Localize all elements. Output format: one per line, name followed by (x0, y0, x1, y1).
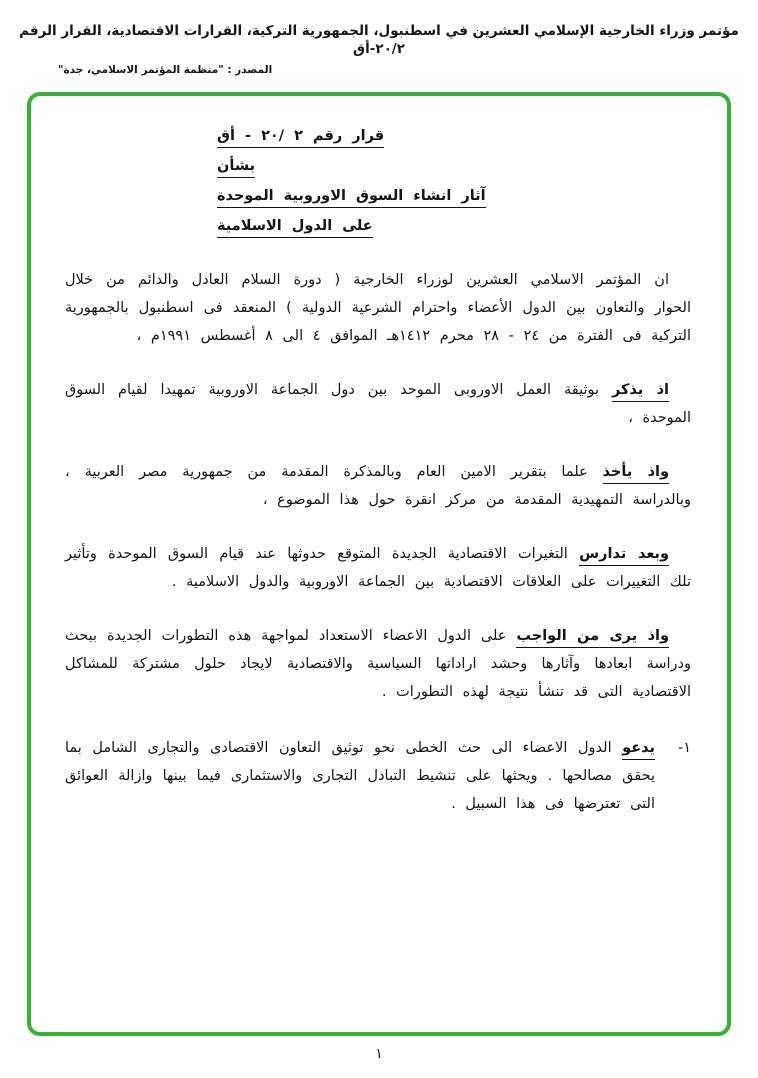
operative-item-1-lead: يدعو (622, 740, 655, 760)
paragraph-recalling (65, 376, 691, 432)
paragraph-considering-lead: واذ يرى من الواجب (516, 628, 669, 648)
title-subject-text: آثار انشاء السوق الاوروبية الموحدة (217, 188, 486, 208)
title-concerning (217, 152, 691, 180)
paragraph-considering-text: على الدول الاعضاء الاستعداد لمواجهة هذه التطورات الجديدة ببحث ودراسة ابعادها وآثارها وحشد اراداتها السياسية والاقتصادية لايجاد حلول مشتركة للمشاكل الاقتصادية التى قد تنشأ نتيجة لهذه التطورات . (65, 628, 691, 700)
page-number: ١ (375, 1046, 383, 1062)
paragraph-having-studied-text: التغيرات الاقتصادية الجديدة المتوقع حدوثها عند قيام السوق الموحدة وتأثير تلك التغييرات على العلاقات الاقتصادية بين الجماعة الاوروبية والدول الاسلامية . (65, 546, 691, 590)
operative-item-1-text: الدول الاعضاء الى حث الخطى نحو توثيق التعاون الاقتصادى والتجارى الشامل بما يحقق مصالحها . ويحثها على تنشيط التبادل التجارى والاستثمارى فيما بينها وازالة العوائق التى تعترضها فى هذا السبيل . (65, 740, 655, 812)
paragraph-having-studied-lead: وبعد تدارس (579, 546, 669, 566)
paragraph-recalling-text: بوثيقة العمل الاوروبى الموحد بين دول الجماعة الاوروبية تمهيدا لقيام السوق الموحدة ، (65, 382, 691, 426)
paragraph-preamble-text: ان المؤتمر الاسلامي العشرين لوزراء الخارجية ( دورة السلام العادل والدائم من خلال الحوار والتعاون بين الدول الأعضاء واحترام الشرعية الدولية ) المنعقد فى اسطنبول بالجمهورية التركية فى الفترة من ٢٤ - ٢٨ محرم ١٤١٢هـ الموافق ٤ الى ٨ أغسطس ١٩٩١م ، (65, 272, 691, 344)
title-concerning-text: بشأن (217, 158, 255, 178)
paragraph-considering (65, 622, 691, 706)
paragraph-recalling-lead: اذ يذكر (612, 382, 669, 402)
header-source: المصدر : "منظمة المؤتمر الاسلامي، جدة" (58, 64, 273, 76)
title-subject-2 (217, 212, 691, 240)
paragraph-taking-note-text: علما بتقرير الامين العام وبالمذكرة المقدمة من جمهورية مصر العربية ، وبالدراسة التمهيدية المقدمة من مركز انقرة حول هذا الموضوع ، (65, 464, 691, 508)
operative-item-1 (65, 734, 691, 818)
paragraph-preamble (65, 266, 691, 350)
title-subject-2-text: على الدول الاسلامية (217, 218, 373, 238)
document-body (31, 96, 727, 840)
document-header (0, 0, 758, 78)
paragraph-having-studied (65, 540, 691, 596)
title-subject (217, 182, 691, 210)
resolution-title (65, 122, 691, 240)
operative-item-1-number: ١- (677, 740, 691, 756)
paragraph-taking-note-lead: واذ يأخذ (603, 464, 669, 484)
title-decision-number (217, 122, 691, 150)
paragraph-taking-note (65, 458, 691, 514)
operative-item-1-paragraph (65, 734, 655, 818)
green-border-frame (27, 92, 731, 1036)
title-decision-number-text: قرار رقم ٢ /٢٠ - أق (217, 128, 384, 148)
header-citation: مؤتمر وزراء الخارجية الإسلامي العشرين في اسطنبول، الجمهورية التركية، القرارات الاقتصادية، القرار الرقم ٢٠/٢-أق (19, 23, 739, 57)
